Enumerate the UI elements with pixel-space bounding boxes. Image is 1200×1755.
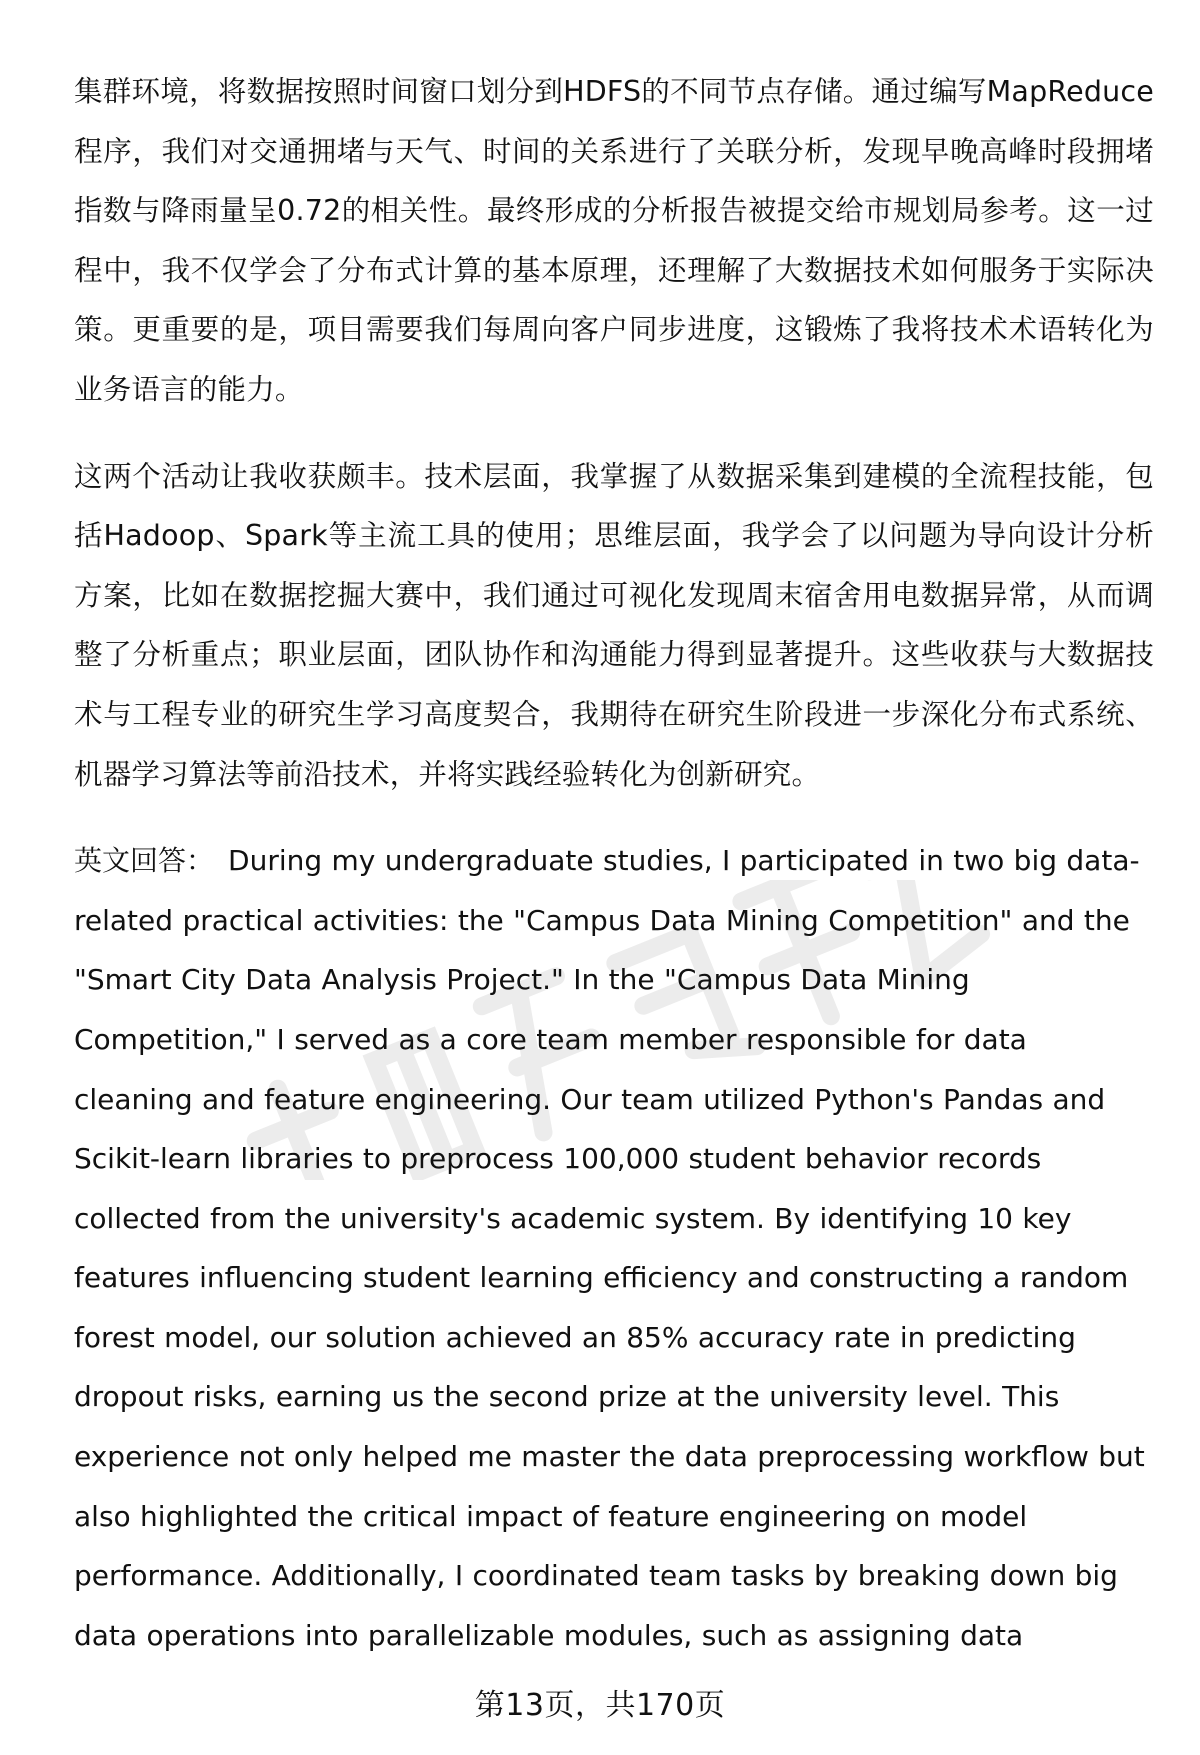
paragraph-chinese-1: 集群环境，将数据按照时间窗口划分到HDFS的不同节点存储。通过编写MapReduce程序，我们对交通拥堵与天气、时间的关系进行了关联分析，发现早晚高峰时段拥堵指数与降雨量呈0.72的相关性。最终形成的分析报告被提交给市规划局参考。这一过程中，我不仅学会了分布式计算的基本原理，还理解了大数据技术如何服务于实际决策。更重要的是，项目需要我们每周向客户同步进度，这锻炼了我将技术术语转化为业务语言的能力。 — [74, 75, 1154, 406]
english-answer-text: During my undergraduate studies, I participated in two big data-related practical activities: the "Campus Data Mining Competition" and the "Smart City Data Analysis Project." In the "Campus Data Mining Competition," I served as a core team member responsible for data cleaning and feature engineering. Our team utilized Python's Pandas and Scikit-learn libraries to preprocess 100,000 student behavior records collected from the university's academic system. By identifying 10 key features influencing student learning efficiency and constructing a random forest model, our solution achieved an 85% accuracy rate in predicting dropout risks, earning us the second prize at the university level. This experience not only helped me master the data preprocessing workflow but also highlighted the critical impact of feature engineering on model performance. Additionally, I coordinated team tasks by breaking down big data operations into parallelizable modules, such as assigning data — [74, 844, 1145, 1652]
paragraph-chinese-2: 这两个活动让我收获颇丰。技术层面，我掌握了从数据采集到建模的全流程技能，包括Hadoop、Spark等主流工具的使用；思维层面，我学会了以问题为导向设计分析方案，比如在数据挖掘大赛中，我们通过可视化发现周末宿舍用电数据异常，从而调整了分析重点；职业层面，团队协作和沟通能力得到显著提升。这些收获与大数据技术与工程专业的研究生学习高度契合，我期待在研究生阶段进一步深化分布式系统、机器学习算法等前沿技术，并将实践经验转化为创新研究。 — [74, 459, 1154, 791]
document-body — [74, 62, 1154, 1692]
page-number-footer: 第13页，共170页 — [474, 1688, 726, 1723]
paragraph-english-answer — [74, 831, 1154, 1665]
english-answer-label: 英文回答： — [74, 844, 215, 878]
